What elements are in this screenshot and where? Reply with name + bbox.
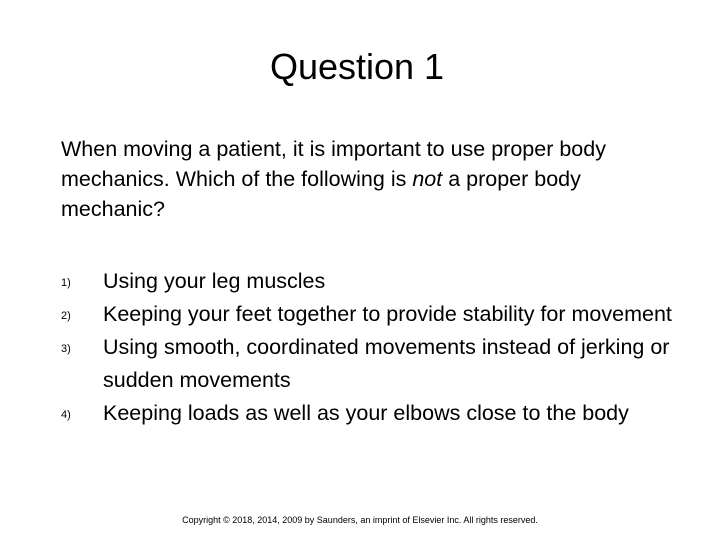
answer-number: 4): [61, 409, 71, 421]
answer-list: [61, 265, 681, 430]
answer-option-1: [61, 265, 681, 298]
answer-number: 2): [61, 310, 71, 322]
slide-title-text: Question 1: [269, 46, 445, 87]
answer-text: Using smooth, coordinated movements instead of jerking or sudden movements: [103, 335, 670, 392]
answer-text: Using your leg muscles: [103, 269, 326, 293]
answer-option-4: [61, 397, 681, 430]
question-text-before: When moving a patient, it is important to use proper body mechanics. Which of the following is: [61, 137, 606, 191]
question-text: [61, 134, 681, 224]
copyright-notice: Copyright © 2018, 2014, 2009 by Saunders, an imprint of Elsevier Inc. All rights reserved.: [182, 515, 538, 525]
answer-number: 3): [61, 343, 71, 355]
answer-text: Keeping loads as well as your elbows close to the body: [103, 401, 629, 425]
question-emphasis: not: [412, 167, 443, 191]
question-text-after: a proper body mechanic?: [61, 167, 581, 221]
answer-option-2: [61, 298, 681, 331]
answer-number: 1): [61, 277, 71, 289]
slide-title: [0, 44, 720, 90]
answer-text: Keeping your feet together to provide stability for movement: [103, 302, 672, 326]
answer-option-3: [61, 331, 681, 397]
